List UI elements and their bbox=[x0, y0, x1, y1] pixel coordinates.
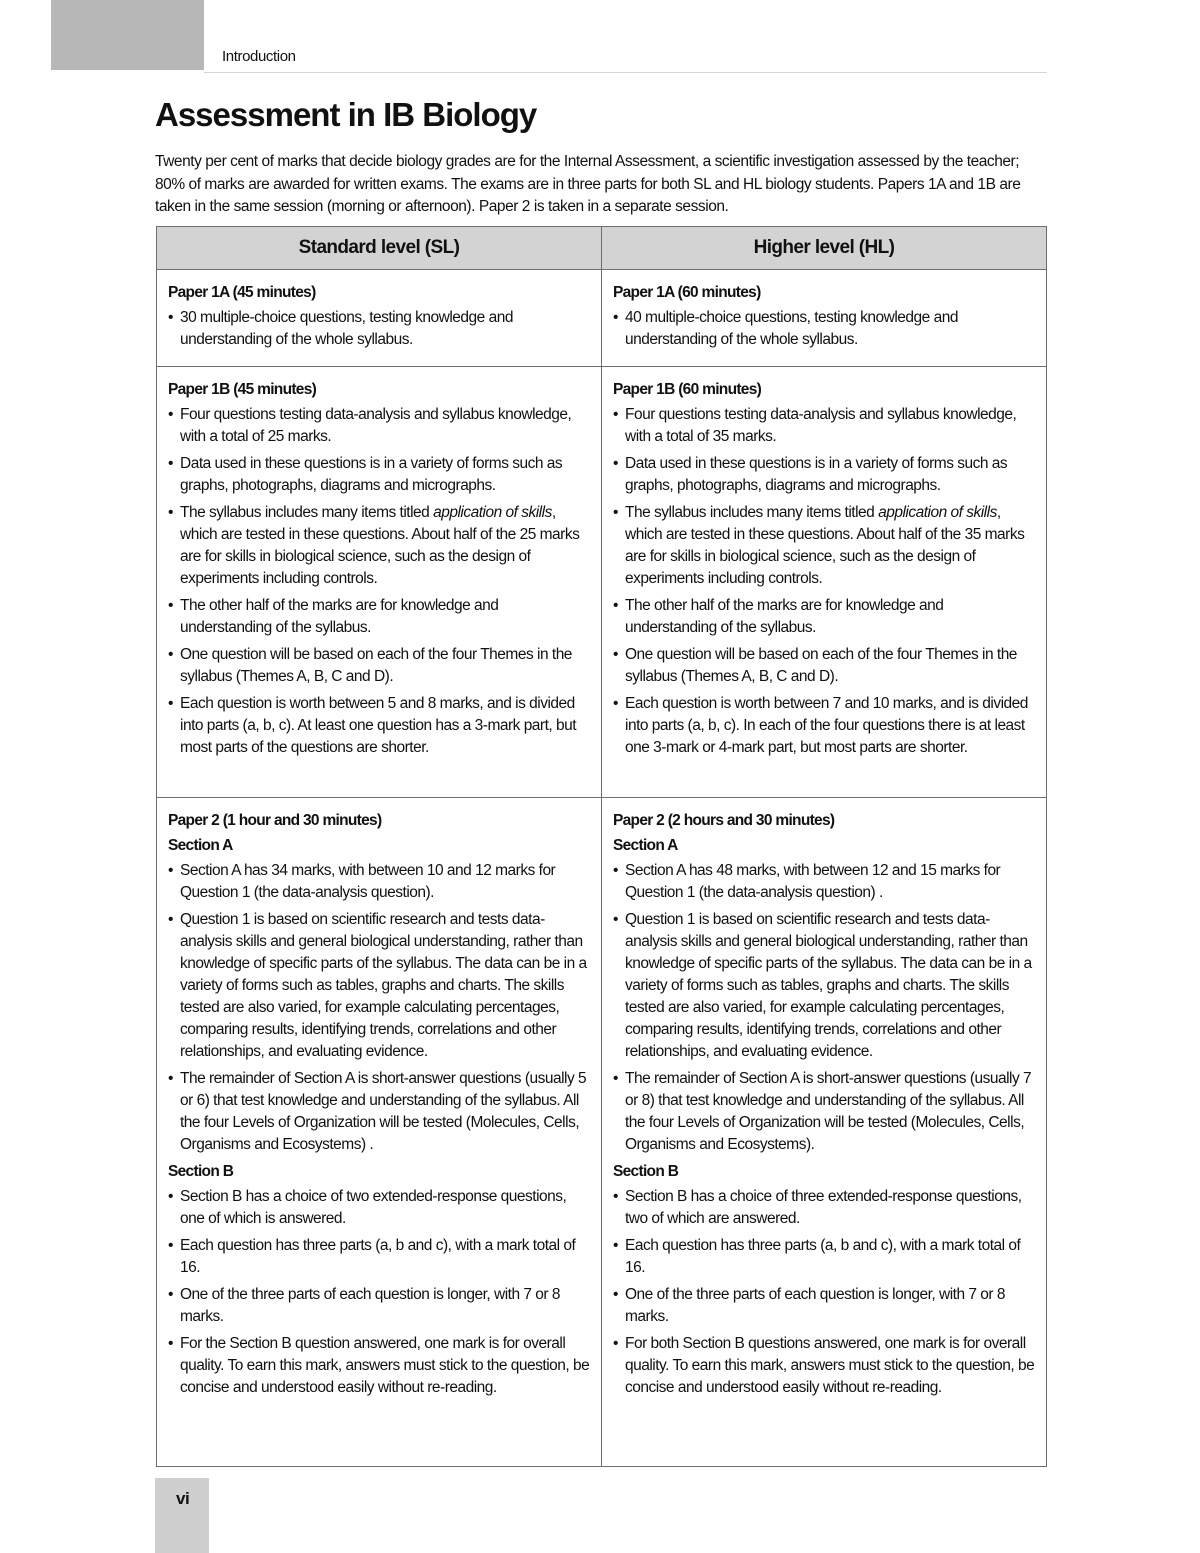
bullet-list bbox=[613, 404, 1038, 759]
bullet-list bbox=[168, 307, 593, 351]
bullet-item: • Each question has three parts (a, b and c), with a mark total of 16. bbox=[613, 1235, 1038, 1279]
bullet-item: • Section A has 34 marks, with between 10 and 12 marks for Question 1 (the data-analysis question). bbox=[168, 860, 593, 904]
bullet-item: • Section B has a choice of two extended-response questions, one of which is answered. bbox=[168, 1186, 593, 1230]
hl-paper-1b-cell bbox=[602, 367, 1047, 798]
bullet-list bbox=[613, 1186, 1038, 1399]
bullet-item bbox=[168, 502, 593, 590]
section-b-heading: Section B bbox=[168, 1163, 234, 1180]
bullet-item: • Question 1 is based on scientific research and tests data-analysis skills and general biological understanding, rather than knowledge of specific parts of the syllabus. The data can be in a variety of forms such as tables, graphs and charts. The skills tested are also varied, for example calculating percentages, comparing results, identifying trends, correlations and other relationships, and evaluating evidence. bbox=[613, 909, 1038, 1063]
sl-paper-1b-cell bbox=[157, 367, 602, 798]
paper-1a-row bbox=[157, 270, 1047, 367]
bullet-item: • Question 1 is based on scientific research and tests data-analysis skills and general biological understanding, rather than knowledge of specific parts of the syllabus. The data can be in a variety of forms such as tables, graphs and charts. The skills tested are also varied, for example calculating percentages, comparing results, identifying trends, correlations and other relationships, and evaluating evidence. bbox=[168, 909, 593, 1063]
bullet-list bbox=[613, 307, 1038, 351]
paper-1b-row bbox=[157, 367, 1047, 798]
bullet-list bbox=[613, 860, 1038, 1156]
bullet-text: , which are tested in these questions. About half of the 25 marks are for skills in biological science, such as the design of experiments including controls. bbox=[180, 504, 580, 587]
running-header: Introduction bbox=[222, 48, 296, 65]
bullet-item: • Section B has a choice of three extended-response questions, two of which are answered. bbox=[613, 1186, 1038, 1230]
bullet-item: • One of the three parts of each question is longer, with 7 or 8 marks. bbox=[168, 1284, 593, 1328]
bullet-item: • Data used in these questions is in a variety of forms such as graphs, photographs, diagrams and micrographs. bbox=[613, 453, 1038, 497]
bullet-item: • For both Section B questions answered, one mark is for overall quality. To earn this mark, answers must stick to the question, be concise and understood easily without re-reading. bbox=[613, 1333, 1038, 1399]
paper-title: Paper 2 (1 hour and 30 minutes) bbox=[168, 812, 382, 829]
paper-2-row bbox=[157, 798, 1047, 1467]
bullet-item: • The remainder of Section A is short-answer questions (usually 7 or 8) that test knowledge and understanding of the syllabus. All the four Levels of Organization will be tested (Molecules, Cells, Organisms and Ecosystems). bbox=[613, 1068, 1038, 1156]
bullet-item: • For the Section B question answered, one mark is for overall quality. To earn this mark, answers must stick to the question, be concise and understood easily without re-reading. bbox=[168, 1333, 593, 1399]
header-tab bbox=[51, 0, 204, 70]
bullet-item: • Four questions testing data-analysis and syllabus knowledge, with a total of 25 marks. bbox=[168, 404, 593, 448]
sl-column-header: Standard level (SL) bbox=[157, 227, 602, 270]
paper-title: Paper 1A (60 minutes) bbox=[613, 284, 761, 301]
bullet-list bbox=[168, 1186, 593, 1399]
header-rule bbox=[204, 72, 1047, 73]
bullet-item: • Each question is worth between 5 and 8 marks, and is divided into parts (a, b, c). At least one question has a 3-mark part, but most parts of the questions are shorter. bbox=[168, 693, 593, 759]
bullet-item: • 30 multiple-choice questions, testing knowledge and understanding of the whole syllabus. bbox=[168, 307, 593, 351]
bullet-item: • Each question has three parts (a, b and c), with a mark total of 16. bbox=[168, 1235, 593, 1279]
bullet-item: • One question will be based on each of the four Themes in the syllabus (Themes A, B, C and D). bbox=[168, 644, 593, 688]
italic-term: application of skills bbox=[433, 504, 552, 521]
bullet-item: • Each question is worth between 7 and 10 marks, and is divided into parts (a, b, c). In each of the four questions there is at least one 3-mark or 4-mark part, but most parts are shorter. bbox=[613, 693, 1038, 759]
bullet-item: • The other half of the marks are for knowledge and understanding of the syllabus. bbox=[168, 595, 593, 639]
paper-title: Paper 2 (2 hours and 30 minutes) bbox=[613, 812, 835, 829]
bullet-item: • Section A has 48 marks, with between 12 and 15 marks for Question 1 (the data-analysis question) . bbox=[613, 860, 1038, 904]
bullet-text: , which are tested in these questions. About half of the 35 marks are for skills in biological science, such as the design of experiments including controls. bbox=[625, 504, 1025, 587]
page-number: vi bbox=[176, 1489, 190, 1508]
paper-title: Paper 1B (60 minutes) bbox=[613, 381, 762, 398]
section-a-heading: Section A bbox=[613, 837, 678, 854]
bullet-item: • The remainder of Section A is short-answer questions (usually 5 or 6) that test knowledge and understanding of the syllabus. All the four Levels of Organization will be tested (Molecules, Cells, Organisms and Ecosystems) . bbox=[168, 1068, 593, 1156]
bullet-item: • The other half of the marks are for knowledge and understanding of the syllabus. bbox=[613, 595, 1038, 639]
bullet-text: The syllabus includes many items titled bbox=[180, 504, 434, 521]
bullet-item: • 40 multiple-choice questions, testing knowledge and understanding of the whole syllabus. bbox=[613, 307, 1038, 351]
bullet-list bbox=[168, 404, 593, 759]
intro-paragraph: Twenty per cent of marks that decide biology grades are for the Internal Assessment, a scientific investigation assessed by the teacher; 80% of marks are awarded for written exams. The exams are in three parts for both SL and HL biology students. Papers 1A and 1B are taken in the same session (morning or afternoon). Paper 2 is taken in a separate session. bbox=[155, 153, 1021, 215]
assessment-table bbox=[156, 226, 1047, 1467]
page-title: Assessment in IB Biology bbox=[155, 96, 537, 133]
bullet-text: The syllabus includes many items titled bbox=[625, 504, 879, 521]
paper-title: Paper 1B (45 minutes) bbox=[168, 381, 317, 398]
bullet-item: • One question will be based on each of the four Themes in the syllabus (Themes A, B, C and D). bbox=[613, 644, 1038, 688]
hl-paper-2-cell bbox=[602, 798, 1047, 1467]
section-a-heading: Section A bbox=[168, 837, 233, 854]
hl-column-header: Higher level (HL) bbox=[602, 227, 1047, 270]
table-header-row bbox=[157, 227, 1047, 270]
bullet-list bbox=[168, 860, 593, 1156]
paper-title: Paper 1A (45 minutes) bbox=[168, 284, 316, 301]
section-b-heading: Section B bbox=[613, 1163, 679, 1180]
bullet-item: • Data used in these questions is in a variety of forms such as graphs, photographs, diagrams and micrographs. bbox=[168, 453, 593, 497]
bullet-item: • One of the three parts of each question is longer, with 7 or 8 marks. bbox=[613, 1284, 1038, 1328]
sl-paper-2-cell bbox=[157, 798, 602, 1467]
sl-paper-1a-cell bbox=[157, 270, 602, 367]
bullet-item bbox=[613, 502, 1038, 590]
hl-paper-1a-cell bbox=[602, 270, 1047, 367]
bullet-item: • Four questions testing data-analysis and syllabus knowledge, with a total of 35 marks. bbox=[613, 404, 1038, 448]
italic-term: application of skills bbox=[878, 504, 997, 521]
